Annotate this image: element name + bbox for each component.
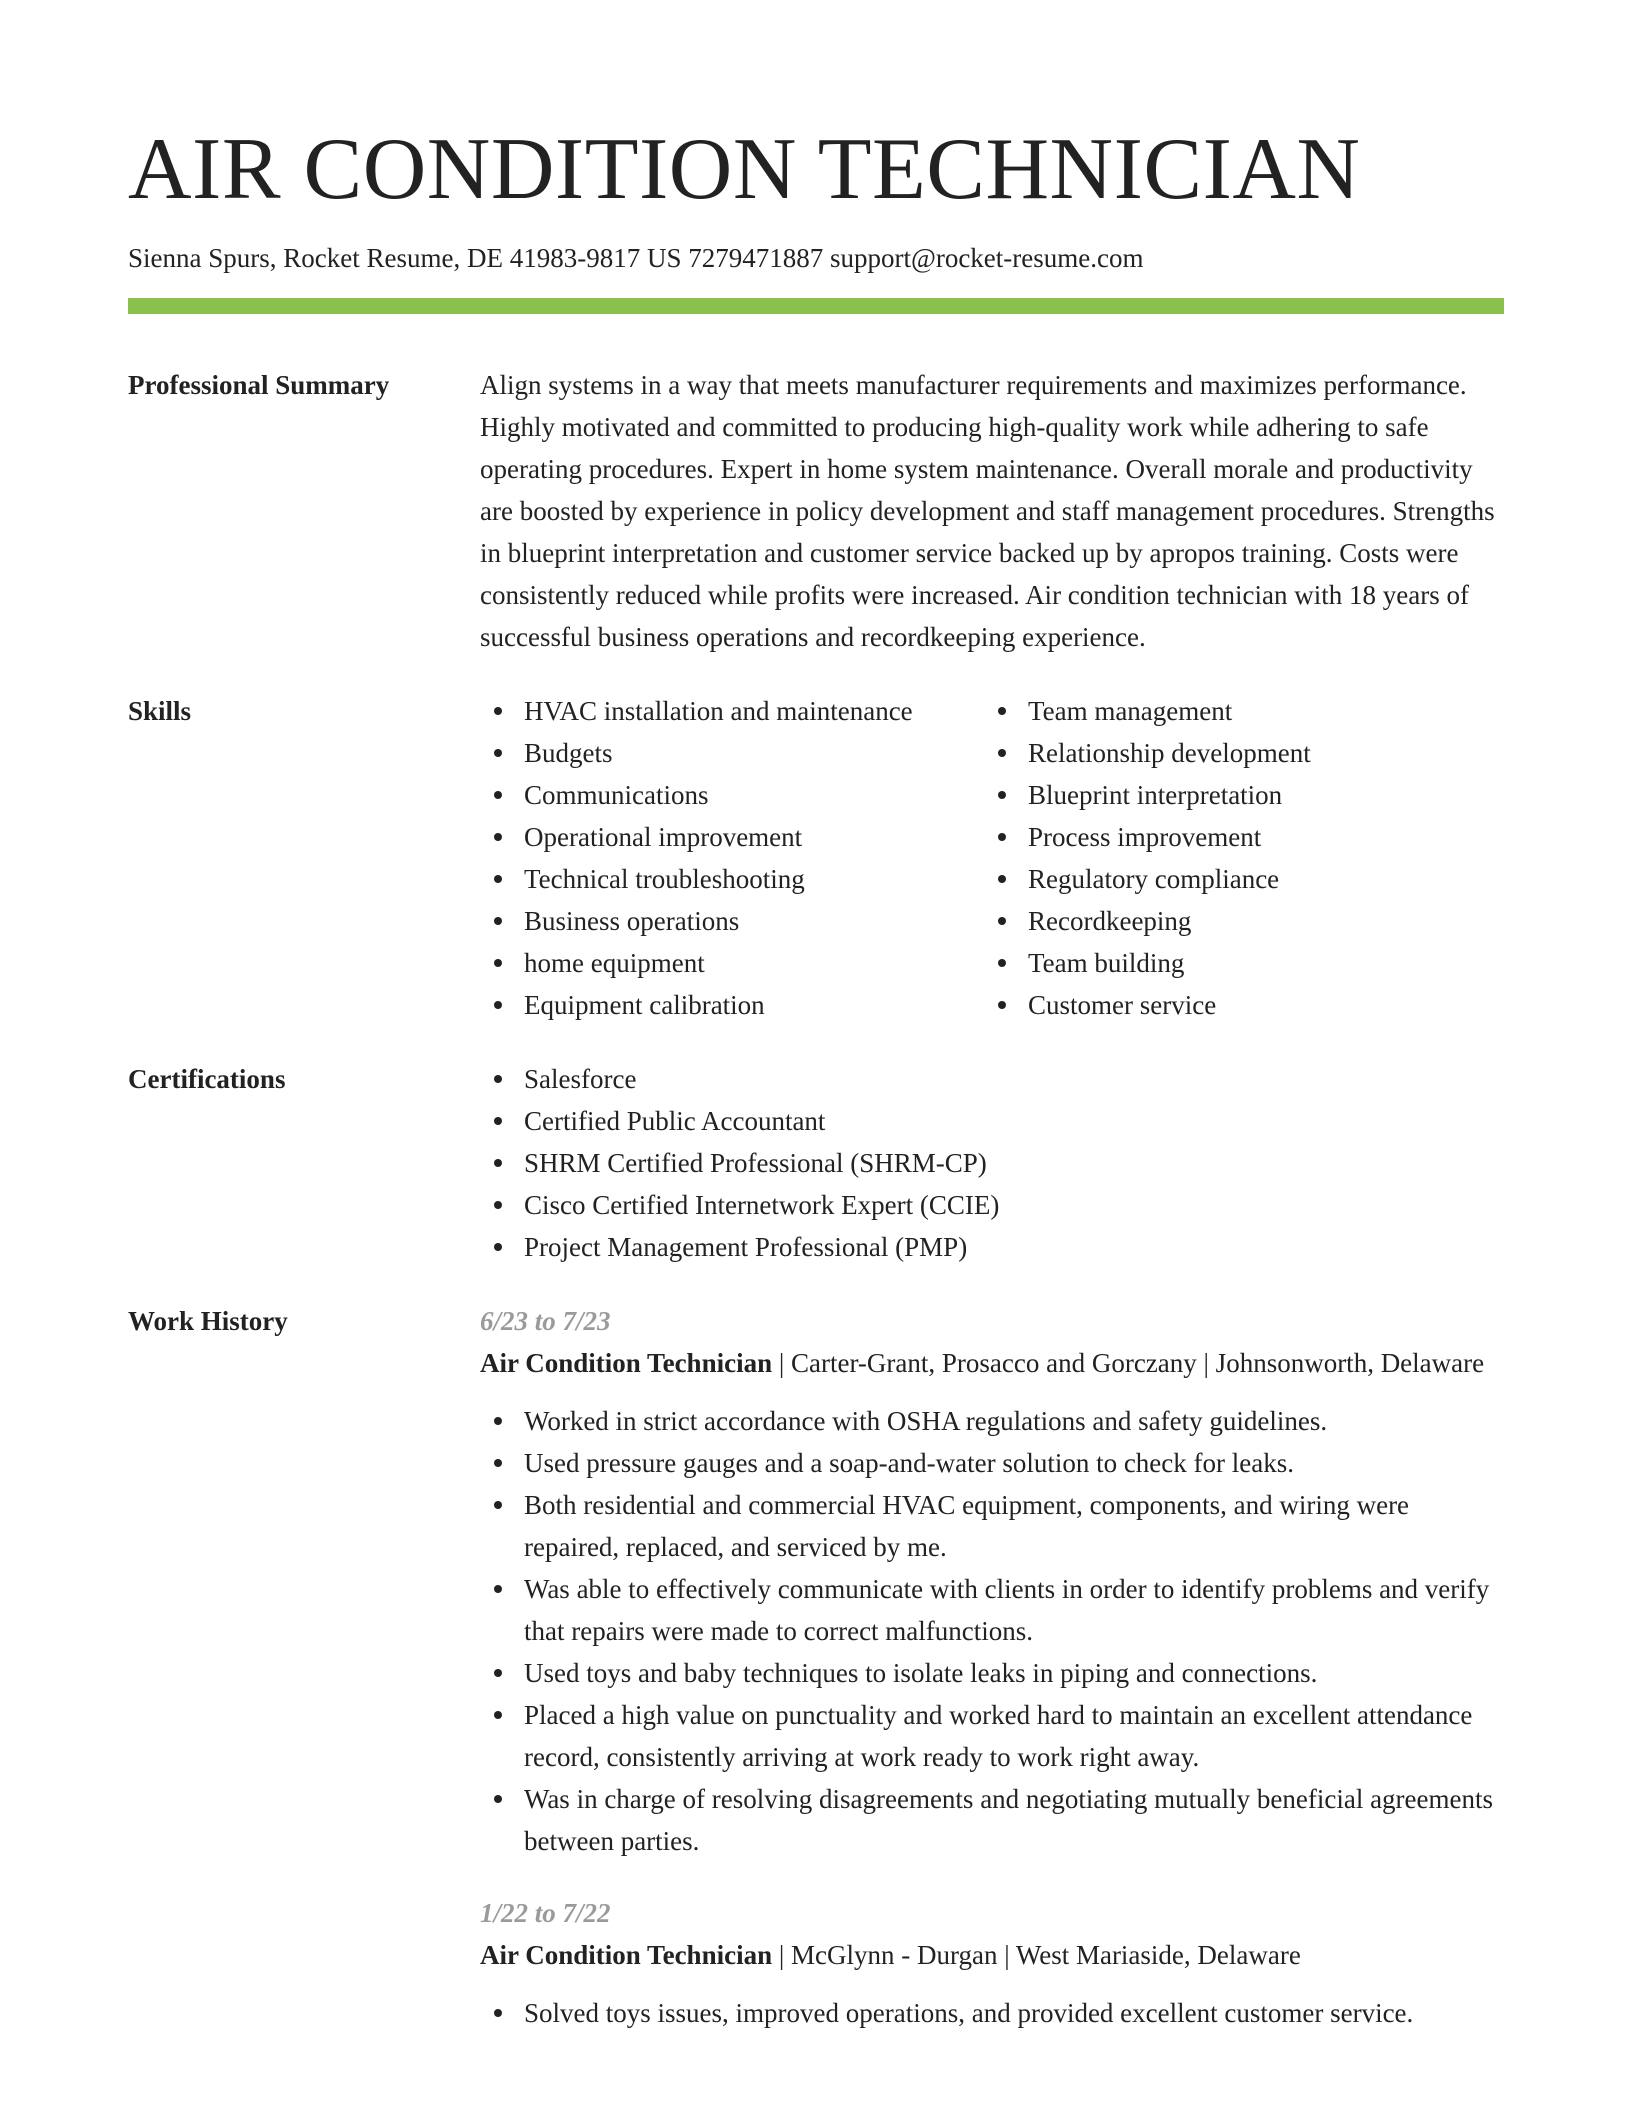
skill-item: Technical troubleshooting xyxy=(480,858,984,900)
skill-item: Team management xyxy=(984,690,1488,732)
job-heading xyxy=(480,1342,1504,1384)
skills-list-left xyxy=(480,690,984,1026)
accent-divider xyxy=(128,298,1504,314)
skill-item: Customer service xyxy=(984,984,1488,1026)
skill-item: home equipment xyxy=(480,942,984,984)
section-label: Skills xyxy=(128,696,192,726)
job-details: | McGlynn - Durgan | West Mariaside, Delaware xyxy=(772,1940,1301,1970)
certification-item: SHRM Certified Professional (SHRM-CP) xyxy=(480,1142,1504,1184)
job-bullet: Was able to effectively communicate with clients in order to identify problems and verify that repairs were made to correct malfunctions. xyxy=(480,1568,1504,1652)
skill-item: Communications xyxy=(480,774,984,816)
skills-grid xyxy=(480,690,1504,1026)
work-history-section xyxy=(128,1300,1504,2034)
skills-list-right xyxy=(984,690,1488,1026)
resume-title: AIR CONDITION TECHNICIAN xyxy=(128,121,1361,218)
job-bullet-list xyxy=(480,1992,1504,2034)
job-bullet: Used pressure gauges and a soap-and-water solution to check for leaks. xyxy=(480,1442,1504,1484)
skill-item: Relationship development xyxy=(984,732,1488,774)
job-date: 6/23 to 7/23 xyxy=(480,1306,611,1336)
skills-section xyxy=(128,690,1504,1026)
skill-item: Process improvement xyxy=(984,816,1488,858)
certification-item: Cisco Certified Internetwork Expert (CCIE) xyxy=(480,1184,1504,1226)
professional-summary-section xyxy=(128,364,1504,658)
certification-item: Salesforce xyxy=(480,1058,1504,1100)
section-label: Work History xyxy=(128,1306,288,1336)
job-bullet: Solved toys issues, improved operations, and provided excellent customer service. xyxy=(480,1992,1504,2034)
job-bullet: Was in charge of resolving disagreements and negotiating mutually beneficial agreements between parties. xyxy=(480,1778,1504,1862)
job-bullet: Placed a high value on punctuality and worked hard to maintain an excellent attendance record, consistently arriving at work ready to work right away. xyxy=(480,1694,1504,1778)
certifications-section xyxy=(128,1058,1504,1268)
job-title: Air Condition Technician xyxy=(480,1348,773,1378)
job-bullet: Used toys and baby techniques to isolate leaks in piping and connections. xyxy=(480,1652,1504,1694)
job-entry xyxy=(480,1892,1504,2034)
section-label: Professional Summary xyxy=(128,370,390,400)
job-details: | Carter-Grant, Prosacco and Gorczany | Johnsonworth, Delaware xyxy=(772,1348,1485,1378)
job-date: 1/22 to 7/22 xyxy=(480,1898,611,1928)
skill-item: Operational improvement xyxy=(480,816,984,858)
job-entry xyxy=(480,1300,1504,1862)
skill-item: Blueprint interpretation xyxy=(984,774,1488,816)
skill-item: Recordkeeping xyxy=(984,900,1488,942)
job-bullet: Both residential and commercial HVAC equipment, components, and wiring were repaired, replaced, and serviced by me. xyxy=(480,1484,1504,1568)
work-history-content xyxy=(480,1300,1504,2034)
job-heading xyxy=(480,1934,1504,1976)
certifications-list xyxy=(480,1058,1504,1268)
summary-text: Align systems in a way that meets manufacturer requirements and maximizes performance. Highly motivated and committed to producing high-quality work while adhering to safe operating procedures. Expert in home system maintenance. Overall morale and productivity are boosted by experience in policy development and staff management procedures. Strengths in blueprint interpretation and customer service backed up by apropos training. Costs were consistently reduced while profits were increased. Air condition technician with 18 years of successful business operations and recordkeeping experience. xyxy=(480,370,1495,652)
certification-item: Certified Public Accountant xyxy=(480,1100,1504,1142)
skill-item: HVAC installation and maintenance xyxy=(480,690,984,732)
section-label: Certifications xyxy=(128,1064,286,1094)
certification-item: Project Management Professional (PMP) xyxy=(480,1226,1504,1268)
skill-item: Team building xyxy=(984,942,1488,984)
job-bullet-list xyxy=(480,1400,1504,1862)
contact-line: Sienna Spurs, Rocket Resume, DE 41983-9817 US 7279471887 support@rocket-resume.com xyxy=(128,243,1144,273)
skill-item: Equipment calibration xyxy=(480,984,984,1026)
skill-item: Regulatory compliance xyxy=(984,858,1488,900)
job-bullet: Worked in strict accordance with OSHA regulations and safety guidelines. xyxy=(480,1400,1504,1442)
skill-item: Budgets xyxy=(480,732,984,774)
job-title: Air Condition Technician xyxy=(480,1940,773,1970)
skill-item: Business operations xyxy=(480,900,984,942)
